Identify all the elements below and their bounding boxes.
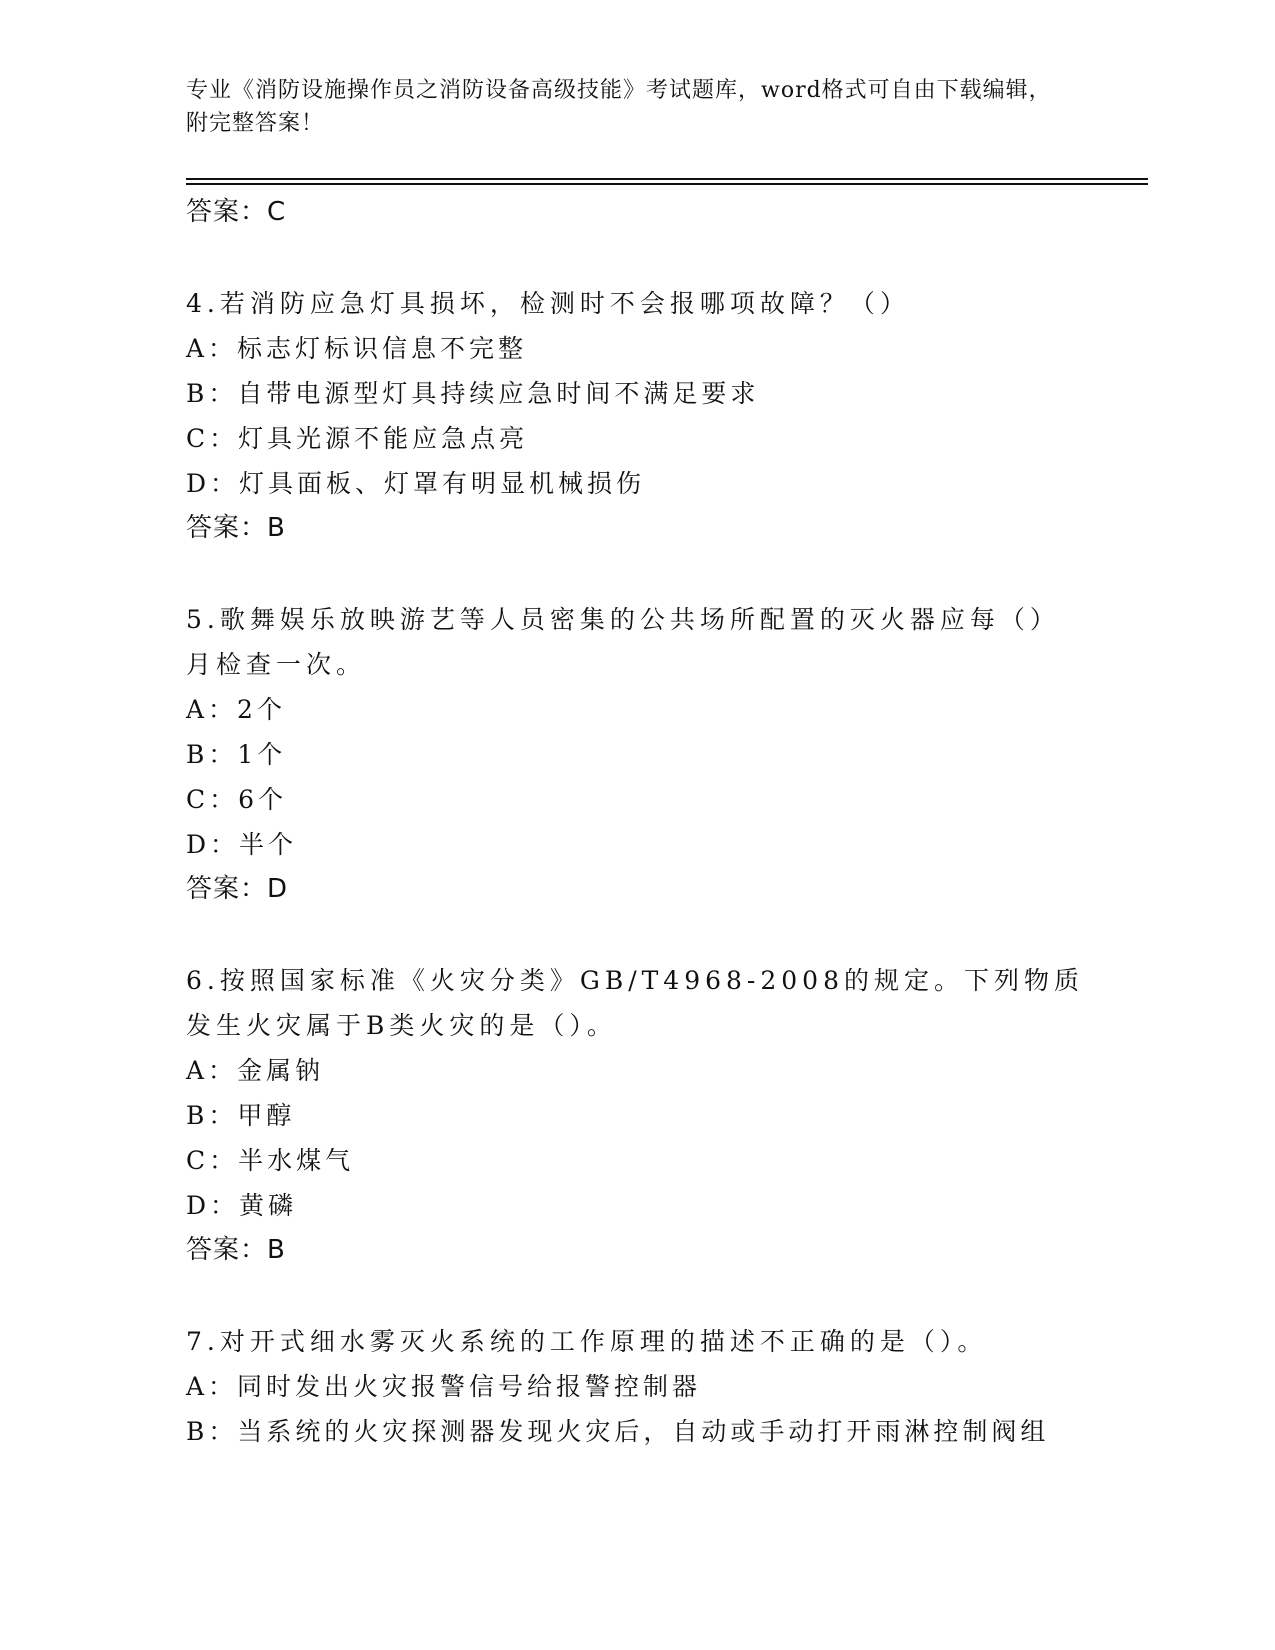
option-b: B：甲醇 [186,1101,296,1130]
question-6 [186,958,1086,1273]
option-a: A：2个 [186,695,286,724]
option-a: A：金属钠 [186,1056,325,1085]
option-d: D：半个 [186,830,298,859]
option-b: B：1个 [186,740,287,769]
option-d: D：灯具面板、灯罩有明显机械损伤 [186,469,646,498]
previous-answer: 答案：C [186,197,287,227]
answer-line: 答案：B [186,513,286,543]
question-7 [186,1319,1086,1454]
option-c: C：半水煤气 [186,1146,355,1175]
question-list [186,190,1086,1454]
answer-line: 答案：B [186,1235,286,1265]
question-stem: 5.歌舞娱乐放映游艺等人员密集的公共场所配置的灭火器应每（）月检查一次。 [186,605,1060,679]
page-header: 专业《消防设施操作员之消防设备高级技能》考试题库，word格式可自由下载编辑，附完整答案！ [186,78,1052,136]
question-4 [186,281,1086,551]
option-d: D：黄磷 [186,1191,298,1220]
answer-line: 答案：D [186,874,289,904]
question-stem: 4.若消防应急灯具损坏，检测时不会报哪项故障？（） [186,289,910,318]
option-a: A：同时发出火灾报警信号给报警控制器 [186,1372,702,1401]
header-divider-top [186,178,1148,180]
option-b: B：当系统的火灾探测器发现火灾后，自动或手动打开雨淋控制阀组 [186,1417,1050,1446]
header-divider-bottom [186,183,1148,185]
option-b: B：自带电源型灯具持续应急时间不满足要求 [186,379,760,408]
option-a: A：标志灯标识信息不完整 [186,334,528,363]
option-c: C：6个 [186,785,288,814]
question-stem: 7.对开式细水雾灭火系统的工作原理的描述不正确的是（）。 [186,1327,988,1356]
question-stem: 6.按照国家标准《火灾分类》GB/T4968-2008的规定。下列物质发生火灾属于B类火灾的是（）。 [186,966,1084,1040]
question-5 [186,597,1086,912]
option-c: C：灯具光源不能应急点亮 [186,424,529,453]
